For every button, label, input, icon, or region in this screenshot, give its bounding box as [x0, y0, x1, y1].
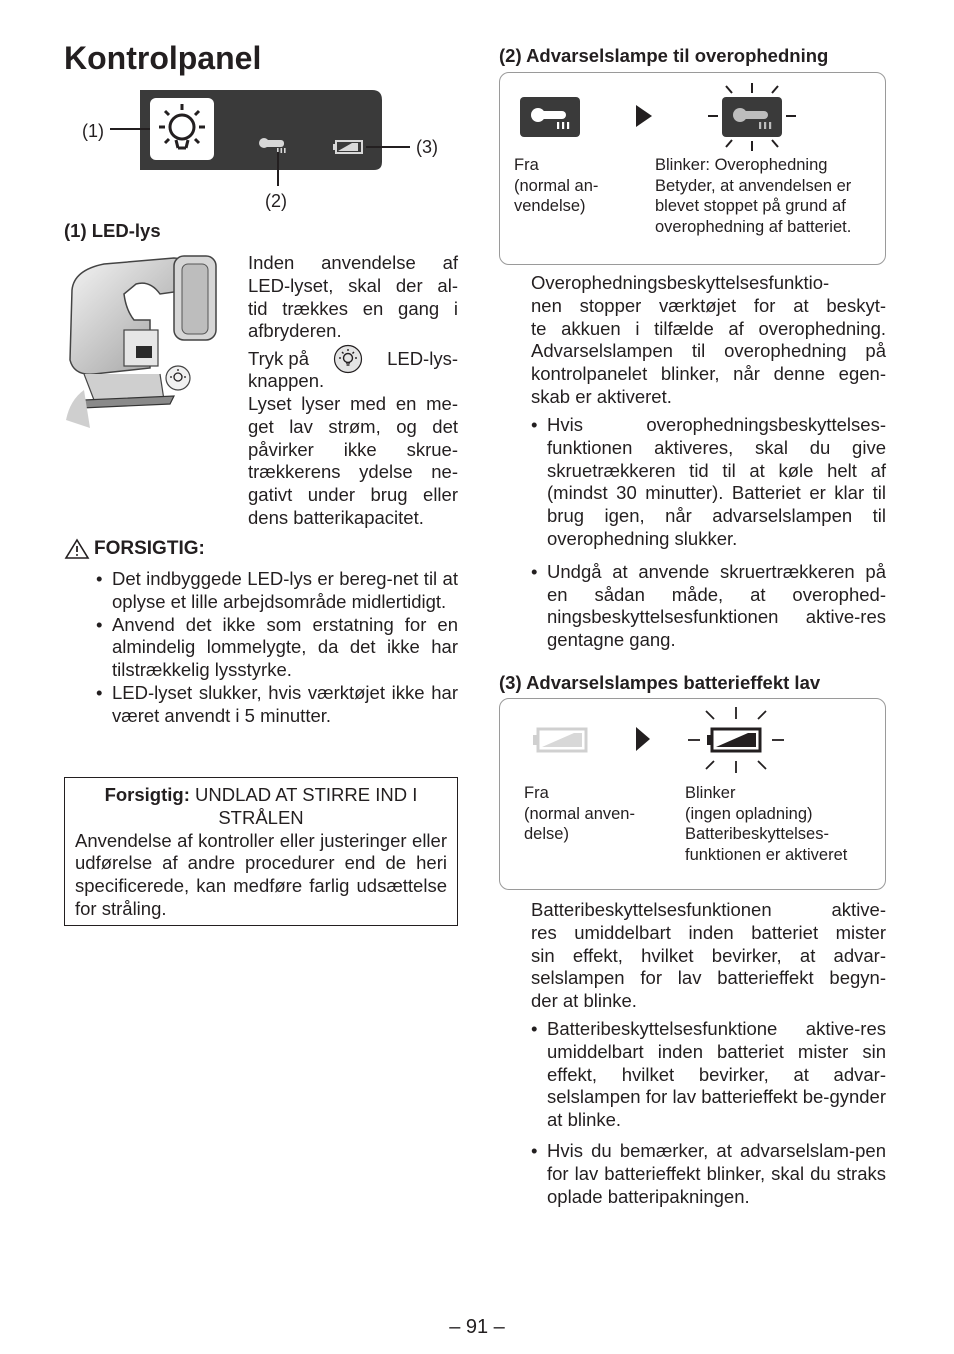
- battery-section-heading: (3) Advarselslampes batterieffekt lav: [499, 672, 821, 693]
- battery-off-line: Fra: [524, 784, 549, 802]
- overheat-off-line: (normal an-: [514, 176, 599, 195]
- battery-para-line: sin effekt, hvilket bevirker, at advar-: [531, 944, 886, 966]
- caution-bullet-text: LED-lyset slukker, hvis værktøjet ikke har været anvendt i 5 minutter.: [112, 681, 458, 726]
- battery-paragraph: [531, 899, 886, 1013]
- battery-off-label: [524, 783, 635, 845]
- overheat-bullet: • Hvis overophedningsbeskyttelses-funktionen aktiveres, skal du give skruetrækkeren tid til at køle helt af (mindst 30 minutter). Batteriet er klar til brug igen, når advarselslampen til overophedning slukker.: [531, 414, 886, 549]
- caution-bullet-text: Anvend det ikke som erstatning for en almindelig lommelygte, da det ikke har tilstrækkelig lysstyrke.: [112, 613, 458, 681]
- overheat-para-line: Advarselslampen til overophedning på: [531, 340, 886, 362]
- blinking-battery-icon: [688, 707, 784, 773]
- caution-bullet: • Anvend det ikke som erstatning for en almindelig lommelygte, da det ikke har tilstrækkelig lysstyrke.: [96, 613, 458, 681]
- battery-bullet-text: Hvis du bemærker, at advarselslam-pen for lav batterieffekt blinker, skal du straks oplade batteripakningen.: [547, 1139, 886, 1207]
- led-para3-line: get lav strøm, og det: [248, 415, 458, 437]
- battery-para-line: Batteribeskyttelsesfunktionen aktive-: [531, 899, 886, 920]
- jigsaw-tool-illustration: [64, 250, 224, 430]
- battery-blink-line: funktionen er aktiveret: [685, 845, 848, 864]
- page-title: Kontrolpanel: [64, 40, 262, 76]
- led-para1: [248, 252, 458, 343]
- warning-box-line1-rest: UNDLAD AT STIRRE IND I: [195, 784, 418, 805]
- battery-indicator-figure: [530, 705, 790, 775]
- led-para1-line: Inden anvendelse af: [248, 252, 458, 273]
- warning-box-line2: STRÅLEN: [218, 806, 304, 828]
- control-panel-illustration: [70, 86, 450, 216]
- overheat-para-line: nen stopper værktøjet for at beskyt-: [531, 294, 886, 316]
- caution-list: [96, 568, 458, 728]
- overheat-bullet-text: Hvis overophedningsbeskyttelses-funktionen aktiveres, skal du give skruetrækkeren tid til at køle helt af (mindst 30 minutter). Batteriet er klar til brug igen, når advarselslampen til overophedning slukker.: [547, 414, 886, 549]
- led-para3-line: dens batterikapacitet.: [248, 506, 424, 528]
- led-para3-line: påvirker ikke skrue-: [248, 438, 458, 460]
- overheat-blink-line: Blinker: Overophedning: [655, 156, 828, 174]
- callout-1: (1): [82, 121, 104, 141]
- overheat-paragraph: [531, 272, 886, 409]
- press-suffix: LED-lys-: [387, 347, 458, 369]
- led-section-heading: (1) LED-lys: [64, 220, 161, 241]
- overheat-para-line: te akkuen i tilfælde af overophedning.: [531, 317, 886, 339]
- blinking-thermometer-icon: [708, 83, 796, 151]
- arrow-right-icon: [636, 727, 650, 751]
- arrow-right-icon: [636, 105, 652, 127]
- overheat-off-line: Fra: [514, 156, 539, 174]
- caution-bullet-text: Det indbyggede LED-lys er bereg-net til at oplyse et lille arbejdsområde midlertidigt.: [112, 568, 458, 612]
- overheat-para-line: skab er aktiveret.: [531, 385, 672, 407]
- overheat-off-label: [514, 155, 598, 217]
- press-prefix: Tryk på: [248, 347, 309, 369]
- battery-off-line: delse): [524, 825, 569, 843]
- overheat-para-line: Overophedningsbeskyttelsesfunktio-: [531, 272, 830, 293]
- battery-icon-off: [533, 729, 586, 751]
- callout-3: (3): [416, 137, 438, 157]
- led-para1-line: afbryderen.: [248, 320, 342, 342]
- caution-heading-row: [64, 538, 205, 560]
- overheat-indicator-box: [499, 72, 886, 265]
- battery-bullets: [531, 1018, 886, 1214]
- warning-box-line1: [75, 784, 447, 807]
- callout-2: (2): [265, 191, 287, 211]
- warning-box-body: Anvendelse af kontroller eller justeringer eller udførelse af andre procedurer end de heri specificerede, kan medføre farlig udsættelse for stråling.: [75, 829, 447, 919]
- overheat-blink-line: blevet stoppet på grund af: [655, 197, 846, 215]
- battery-para-line: selslampen for lav batterieffekt begyn-: [531, 967, 886, 989]
- radiation-warning-box: [64, 777, 458, 926]
- led-para1-line: LED-lyset, skal der al-: [248, 274, 458, 296]
- overheat-bullet: • Undgå at anvende skruertrækkeren på en sådan måde, at overophed-ningsbeskyttelsesfunktionen aktive-res gentagne gang.: [531, 560, 886, 651]
- battery-blink-line: (ingen opladning): [685, 804, 813, 823]
- overheat-blink-label: [655, 155, 851, 237]
- overheat-bullets: [531, 414, 886, 658]
- battery-indicator-box: [499, 698, 886, 890]
- caution-bullet: • Det indbyggede LED-lys er bereg-net til at oplyse et lille arbejdsområde midlertidigt.: [96, 568, 458, 612]
- warning-box-label: Forsigtig:: [104, 784, 190, 805]
- overheat-para-line: kontrolpanelet blinker, når denne egen-: [531, 363, 886, 385]
- overheat-off-line: vendelse): [514, 197, 586, 215]
- led-para3-line: Lyset lyser med en me-: [248, 393, 458, 414]
- battery-para-line: der at blinke.: [531, 990, 637, 1012]
- battery-blink-line: Batteribeskyttelses-: [685, 825, 829, 843]
- overheat-indicator-figure: [516, 83, 796, 161]
- page-number: – 91 –: [449, 1316, 505, 1338]
- thermometer-icon: [520, 97, 580, 137]
- battery-blink-label: [685, 783, 847, 865]
- battery-bullet-text: Batteribeskyttelsesfunktione aktive-res umiddelbart inden batteriet mister sin effekt, hvilket bevirker, at advar-selslampen for lav batterieffekt be-gynder at blinke.: [547, 1018, 887, 1131]
- battery-para-line: res umiddelbart inden batteriet mister: [531, 921, 886, 943]
- led-press-line2: knappen.: [248, 370, 325, 391]
- caution-heading: FORSIGTIG:: [94, 538, 205, 559]
- led-para3-line: trækkerens ydelse ne-: [248, 461, 458, 483]
- battery-bullet: • Batteribeskyttelsesfunktione aktive-res umiddelbart inden batteriet mister sin effekt, hvilket bevirker, at advar-selslampen for lav batterieffekt be-gynder at blinke.: [531, 1018, 887, 1131]
- overheat-blink-line: overophedning af batteriet.: [655, 217, 852, 236]
- overheat-bullet-text: Undgå at anvende skruertrækkeren på en sådan måde, at overophed-ningsbeskyttelsesfunktionen aktive-res gentagne gang.: [547, 560, 886, 651]
- overheat-section-heading: (2) Advarselslampe til overophedning: [499, 45, 829, 66]
- battery-bullet: • Hvis du bemærker, at advarselslam-pen for lav batterieffekt blinker, skal du straks oplade batteripakningen.: [531, 1139, 886, 1207]
- led-para1-line: tid trækkes en gang i: [248, 297, 458, 319]
- led-para3-line: gativt under brug eller: [248, 484, 458, 506]
- overheat-blink-line: Betyder, at anvendelsen er: [655, 176, 852, 195]
- warning-triangle-icon: [64, 538, 90, 560]
- led-button-icon: [333, 344, 363, 374]
- caution-bullet: • LED-lyset slukker, hvis værktøjet ikke har været anvendt i 5 minutter.: [96, 681, 458, 726]
- control-panel-figure: [70, 86, 450, 216]
- battery-off-line: (normal anven-: [524, 804, 635, 823]
- led-para3: [248, 393, 458, 530]
- battery-blink-line: Blinker: [685, 784, 736, 802]
